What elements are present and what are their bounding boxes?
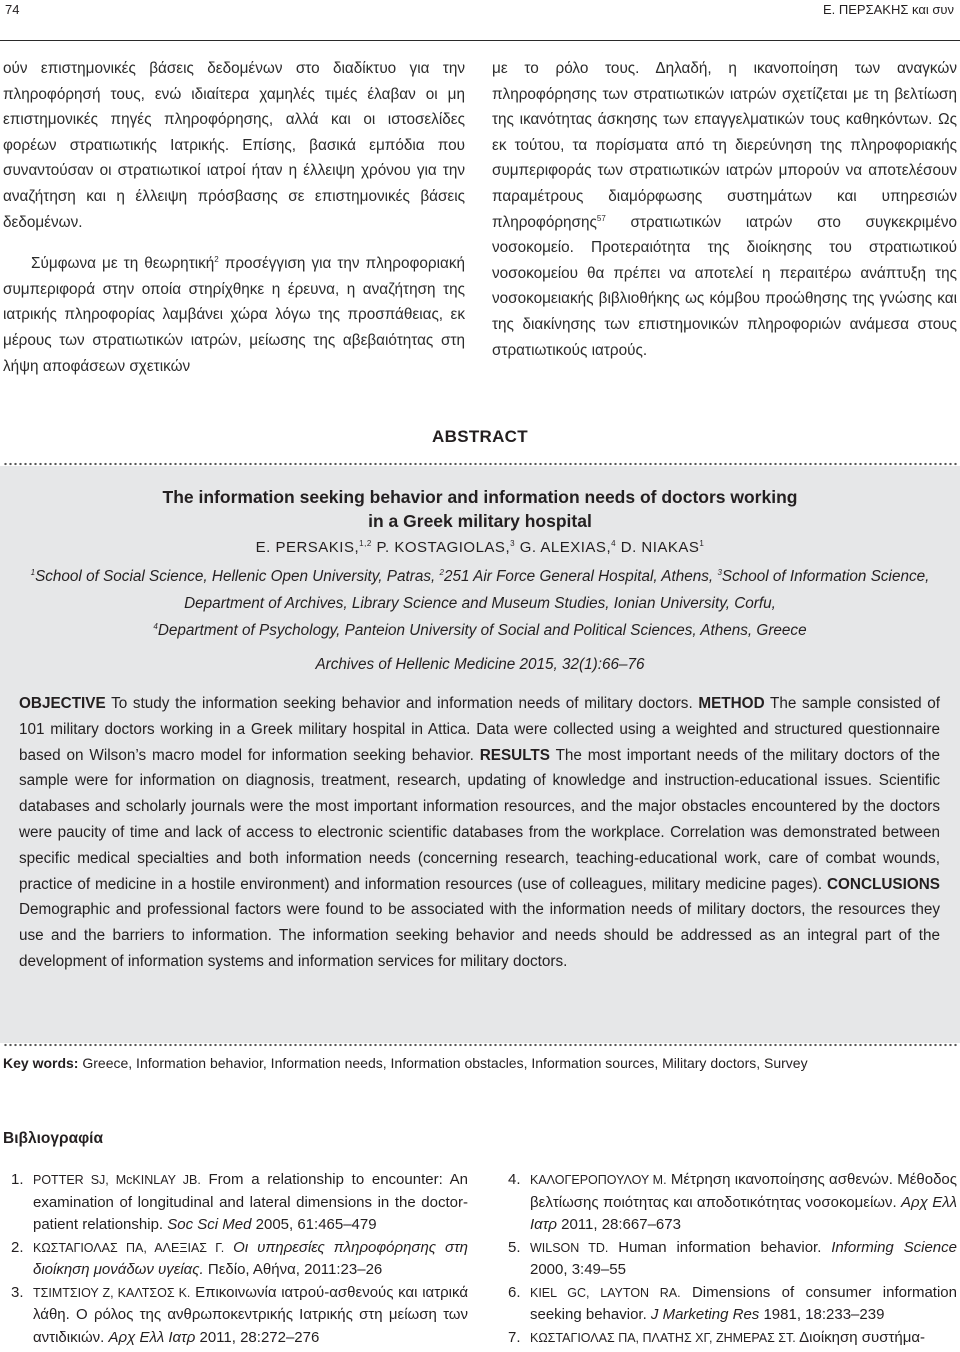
- reference-item: 3. ΤΣΙΜΤΣΙΟΥ Ζ, ΚΑΛΤΣΟΣ Κ. Επικοινωνία ιατρού-ασθενούς και ιατρικά λάθη. Ο ρόλος της ανθρωποκεντρικής Ιατρικής στη μείωση των αντιδικιών. Αρχ Ελλ Ιατρ 2011, 28:272–276: [11, 1283, 468, 1346]
- running-head: Ε. ΠΕΡΣΑΚΗΣ και συν: [822, 2, 954, 17]
- reference-item: 4. ΚΑΛΟΓΕΡΟΠΟΥΛΟΥ Μ. Μέτρηση ικανοποίησης ασθενών. Μέθοδος βελτίωσης ποιότητας και αποδοτικότητας νοσοκομείων. Αρχ Ελλ Ιατρ 2011, 28:667–673: [508, 1171, 957, 1233]
- reference-item: 2. ΚΩΣΤΑΓΙΟΛΑΣ ΠΑ, ΑΛΕΞΙΑΣ Γ. Οι υπηρεσίες πληροφόρησης στη διοίκηση μονάδων υγείας. Πεδίο, Αθήνα, 2011:23–26: [11, 1238, 469, 1278]
- citation-superscript: 57: [596, 213, 606, 223]
- references-column-left: [3, 1169, 468, 1349]
- author-list: E. PERSAKIS,$^{1,2}$ P. KOSTAGIOLAS,$^3$ G. ALEXIAS,$^4$ D. NIAKAS$^1$: [255, 539, 705, 556]
- body-column-left: [3, 56, 465, 379]
- reference-item: 7. ΚΩΣΤΑΓΙΟΛΑΣ ΠΑ, ΠΛΑΤΗΣ ΧΓ, ΖΗΜΕΡΑΣ ΣΤ. Διοίκηση συστήμα-: [508, 1328, 926, 1346]
- objective-label: OBJECTIVE: [19, 695, 106, 712]
- abstract-heading: ABSTRACT: [432, 427, 528, 446]
- page-header: [0, 0, 960, 41]
- dotted-divider: [3, 1043, 957, 1047]
- body-paragraph: με το ρόλο τους. Δηλαδή, η ικανοποίηση των αναγκών πληροφόρησης των στρατιωτικών ιατρών σχετίζεται με τη βελτίωση της ικανότητας άσκησης των επαγγελματικών τους καθηκόντων. Ως εκ τούτου, τα πορίσματα από τη διερεύνηση της πληροφοριακής συμπεριφοράς των στρατιωτικών ιατρών μπορούν να αποτελέσουν παραμέτρους διαμόρφωσης συστημάτων και υπηρεσιών πληροφόρησης$^{57}$ στρατιωτικών ιατρών στο συγκεκριμένο νοσοκομείο. Προτεραιότητα της διοίκησης του στρατιωτικού νοσοκομείου θα πρέπει να αποτελεί η περαιτέρω ανάπτυξη της νοσοκομειακής βιβλιοθήκης ως κόμβου προώθησης της γνώσης και της διακίνησης των επιστημονικών πληροφοριών ανάμεσα στους στρατιωτικούς ιατρούς.: [492, 60, 957, 359]
- body-column-right: [492, 56, 957, 363]
- references-heading: Βιβλιογραφία: [3, 1130, 104, 1147]
- references-column-right: [500, 1169, 957, 1349]
- affiliations: $^1$School of Social Science, Hellenic Open University, Patras, $^2$251 Air Force General Hospital, Athens, $^3$School of Information Science, Department of Archives, Library Science and Museum Studies, Ionian University, Corfu, $^4$Department of Psychology, Panteion University of Social and Political Sciences, Athens, Greece: [30, 567, 930, 639]
- citation-superscript: 2: [214, 255, 219, 265]
- paper-title: The information seeking behavior and information needs of doctors working in a Greek military hospital: [162, 487, 798, 531]
- reference-item: 1. POTTER SJ, McKINLAY JB. From a relationship to encounter: An examination of longitudinal and lateral dimensions in the doctor-patient relationship. Soc Sci Med 2005, 61:465–479: [11, 1171, 468, 1233]
- conclusions-label: CONCLUSIONS: [826, 875, 940, 893]
- reference-item: 6. KIEL GC, LAYTON RA. Dimensions of consumer information seeking behavior. J Marketing Res 1981, 18:233–239: [508, 1283, 957, 1323]
- journal-citation: Archives of Hellenic Medicine 2015, 32(1):66–76: [315, 656, 645, 673]
- body-paragraph: ούν επιστημονικές βάσεις δεδομένων στο διαδίκτυο για την πληροφόρησή τους, ενώ ιδιαίτερα χαμηλές τιμές έλαβαν οι μη επιστημονικές πηγές πληροφόρησης, αλλά και οι ιστοσελίδες φορέων στρατιωτικής Ιατρικής. Επίσης, βασικά εμπόδια που συναντούσαν οι στρατιωτικοί ιατροί ήταν η έλλειψη χρόνου για την αναζήτηση και η έλλειψη πρόσβασης σε επιστημονικές βάσεις δεδομένων.: [3, 60, 465, 231]
- method-label: METHOD: [698, 695, 765, 712]
- reference-item: 5. WILSON TD. Human information behavior. Informing Science 2000, 3:49–55: [508, 1238, 957, 1278]
- keywords: Key words: Greece, Information behavior, Information needs, Information obstacles, Information sources, Military doctors, Survey: [3, 1055, 808, 1071]
- results-label: RESULTS: [479, 746, 550, 764]
- page-number: 74: [5, 2, 20, 17]
- abstract-text: OBJECTIVE To study the information seeking behavior and information needs of military doctors. METHOD The sample consisted of 101 military doctors working in a Greek military hospital in Attica. Data were collected using a weighted and structured questionnaire based on Wilson’s macro model for information seeking behavior. RESULTS The most important needs of the military doctors of the sample were for information on diagnosis, treatment, research, updating of knowledge and instruction-educational issues. Scientific databases and scholarly journals were the most important information resources, and the major obstacles encountered by the doctors were paucity of time and lack of access to electronic scientific databases from the workplace. Correlation was demonstrated between specific medical specialties and both information needs (concerning research, teaching-educational work, care of combat wounds, practice of medicine in a hostile environment) and information resources (use of colleagues, military medicine pages). CONCLUSIONS Demographic and professional factors were found to be associated with the information needs of military doctors, the resources they use and the barriers to information. The information seeking behavior and needs should be addressed as an integral part of the development of information systems and information services for military doctors.: [19, 695, 940, 970]
- body-paragraph: Σύμφωνα με τη θεωρητική$^2$ προσέγγιση για την πληροφοριακή συμπεριφορά στην οποία στηρίχθηκε η έρευνα, η αναζήτηση της ιατρικής πληροφορίας λαμβάνει χώρα λόγω της προσπάθειας, εκ μέρους των στρατιωτικών ιατρών, μείωσης της αβεβαιότητας στη λήψη αποφάσεων σχετικών: [3, 255, 466, 375]
